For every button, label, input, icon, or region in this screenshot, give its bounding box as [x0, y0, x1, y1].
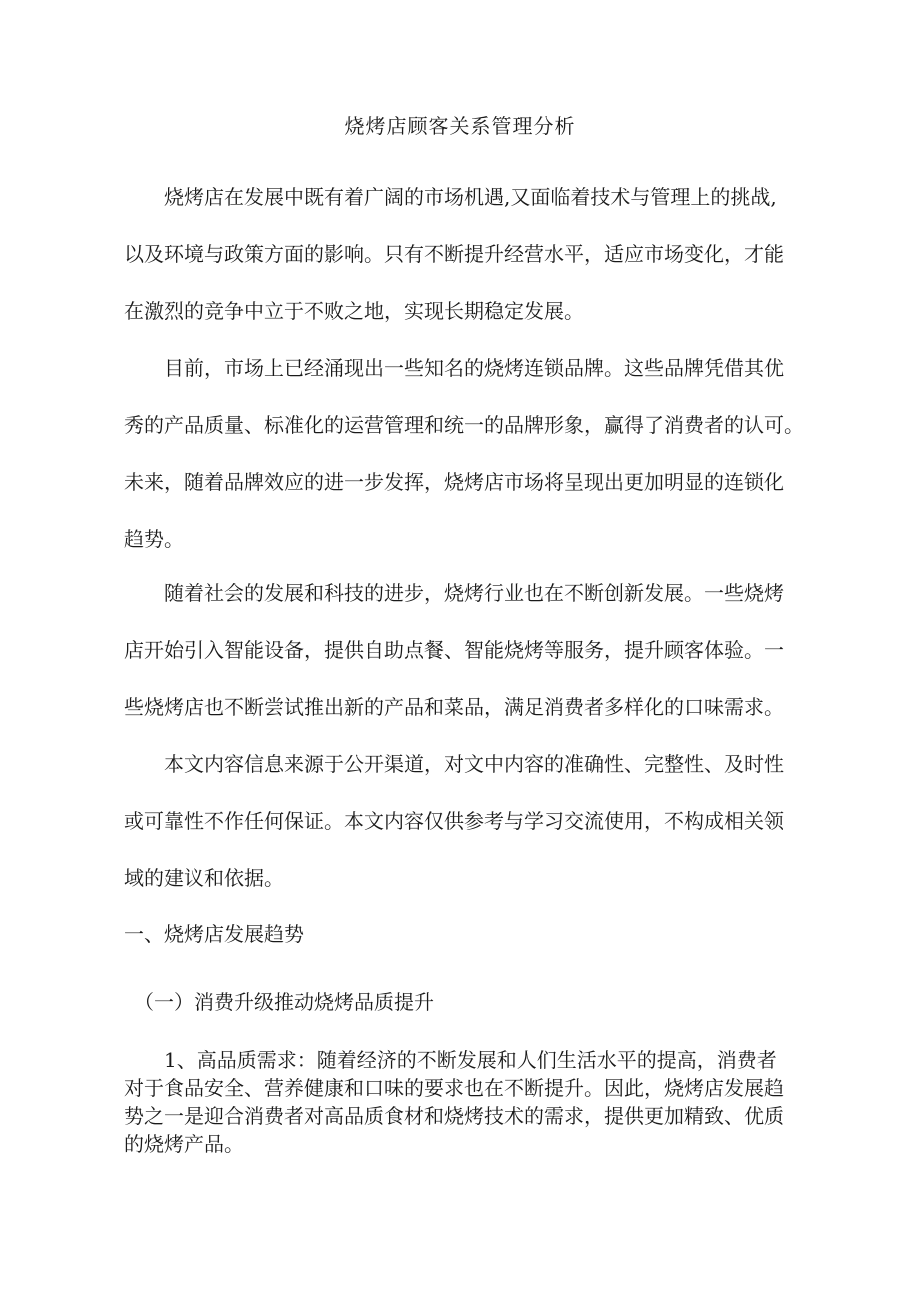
paragraph-line: 1、高品质需求：随着经济的不断发展和人们生活水平的提高，消费者 — [164, 1048, 777, 1072]
paragraph-line: 势之一是迎合消费者对高品质食材和烧烤技术的需求，提供更加精致、优质 — [124, 1104, 784, 1128]
paragraph-5 — [124, 1046, 851, 1158]
document-title: 烧烤店顾客关系管理分析 — [344, 114, 576, 138]
paragraph-line: 在激烈的竞争中立于不败之地，实现长期稳定发展。 — [124, 299, 584, 323]
paragraph-line: 域的建议和依据。 — [124, 866, 284, 890]
paragraph-3 — [124, 565, 851, 736]
paragraph-4 — [124, 736, 851, 907]
paragraph-line: 或可靠性不作任何保证。本文内容仅供参考与学习交流使用，不构成相关领 — [124, 809, 784, 833]
paragraph-line: 店开始引入智能设备，提供自助点餐、智能烧烤等服务，提升顾客体验。一 — [124, 638, 784, 662]
paragraph-2 — [124, 340, 851, 568]
paragraph-line: 对于食品安全、营养健康和口味的要求也在不断提升。因此，烧烤店发展趋 — [124, 1076, 784, 1100]
paragraph-line: 些烧烤店也不断尝试推出新的产品和菜品，满足消费者多样化的口味需求。 — [124, 695, 784, 719]
paragraph-line: 的烧烤产品。 — [124, 1132, 244, 1156]
paragraph-line: 本文内容信息来源于公开渠道，对文中内容的准确性、完整性、及时性 — [164, 752, 784, 776]
paragraph-1 — [124, 169, 851, 340]
paragraph-line: 未来，随着品牌效应的进一步发挥，烧烤店市场将呈现出更加明显的连锁化 — [124, 470, 784, 494]
paragraph-line: 随着社会的发展和科技的进步，烧烤行业也在不断创新发展。一些烧烤 — [164, 581, 784, 605]
paragraph-line: 秀的产品质量、标准化的运营管理和统一的品牌形象，赢得了消费者的认可。 — [124, 413, 804, 437]
subsection-heading: （一）消费升级推动烧烤品质提升 — [134, 990, 434, 1014]
paragraph-line: 目前，市场上已经涌现出一些知名的烧烤连锁品牌。这些品牌凭借其优 — [164, 356, 784, 380]
paragraph-line: 趋势。 — [124, 527, 184, 551]
paragraph-line: 烧烤店在发展中既有着广阔的市场机遇,又面临着技术与管理上的挑战, — [164, 185, 777, 209]
paragraph-line: 以及环境与政策方面的影响。只有不断提升经营水平，适应市场变化，才能 — [124, 242, 784, 266]
section-heading: 一、烧烤店发展趋势 — [124, 922, 304, 946]
